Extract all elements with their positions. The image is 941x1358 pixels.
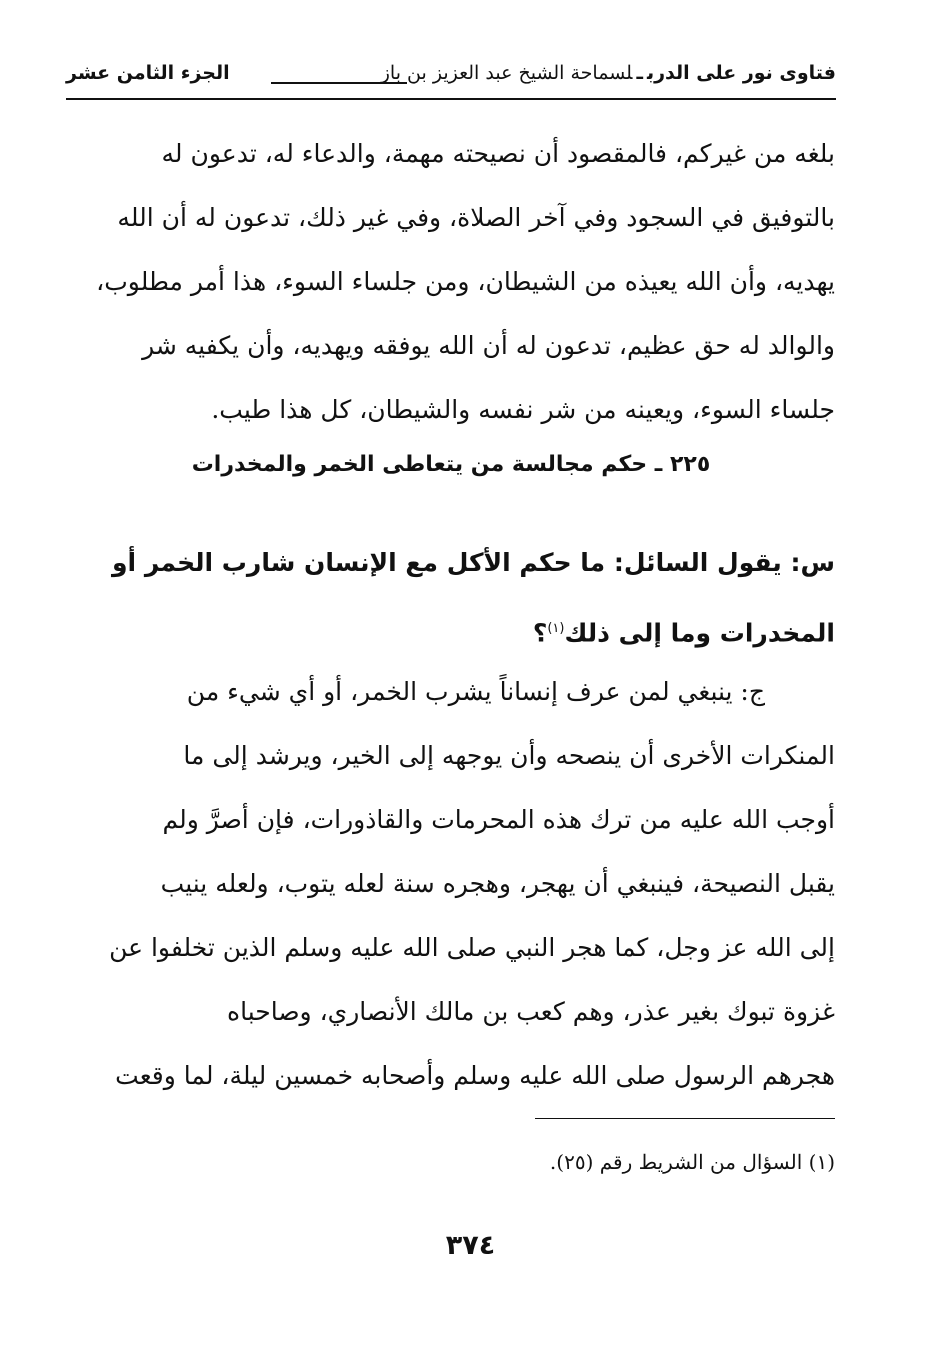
section-heading: ٢٢٥ ـ حكم مجالسة من يتعاطى الخمر والمخدرات <box>191 452 711 477</box>
footnote: (١) السؤال من الشريط رقم (٢٥). <box>549 1150 835 1174</box>
header-book-title: فتاوى نور على الدربـلسماحة الشيخ عبد العزيز بن باز <box>380 62 836 84</box>
answer-line: ج: ينبغي لمن عرف إنساناً يشرب الخمر، أو أي شيء من <box>186 677 765 706</box>
text-line: جلساء السوء، ويعينه من شر نفسه والشيطان، كل هذا طيب. <box>211 395 835 424</box>
question <box>69 530 835 662</box>
answer-line: يقبل النصيحة، فينبغي أن يهجر، وهجره سنة لعله يتوب، ولعله ينيب <box>160 869 835 898</box>
running-header <box>66 58 836 100</box>
paragraph-continuation <box>69 122 835 442</box>
text-line: والوالد له حق عظيم، تدعون له أن الله يوفقه ويهديه، وأن يكفيه شر <box>142 331 835 360</box>
text-line: بالتوفيق في السجود وفي آخر الصلاة، وفي غير ذلك، تدعون له أن الله <box>117 203 835 232</box>
answer <box>69 660 835 1108</box>
header-rule <box>271 82 407 84</box>
answer-line: غزوة تبوك بغير عذر، وهم كعب بن مالك الأنصاري، وصاحباه <box>226 997 835 1026</box>
footnote-separator <box>535 1118 835 1119</box>
volume-label: الجزء الثامن عشر <box>66 62 230 84</box>
answer-line: إلى الله عز وجل، كما هجر النبي صلى الله عليه وسلم الذين تخلفوا عن <box>109 933 835 962</box>
answer-line: هجرهم الرسول صلى الله عليه وسلم وأصحابه خمسين ليلة، لما وقعت <box>115 1061 835 1090</box>
text-line: بلغه من غيركم، فالمقصود أن نصيحته مهمة، والدعاء له، تدعون له <box>161 139 835 168</box>
book-title: فتاوى نور على الدرب <box>646 62 836 84</box>
author-subtitle: لسماحة الشيخ عبد العزيز بن باز <box>380 62 633 84</box>
question-text: المخدرات وما إلى ذلك <box>564 618 835 648</box>
question-line: س: يقول السائل: ما حكم الأكل مع الإنسان شارب الخمر أو <box>112 548 835 577</box>
question-line <box>69 596 835 662</box>
page-number: ٣٧٤ <box>445 1230 496 1261</box>
question-mark: ؟ <box>532 618 548 648</box>
answer-line: أوجب الله عليه من ترك هذه المحرمات والقاذورات، فإن أصرَّ ولم <box>162 805 835 834</box>
footnote-reference[interactable]: (١) <box>547 621 565 636</box>
answer-line: المنكرات الأخرى أن ينصحه وأن يوجهه إلى الخير، ويرشد إلى ما <box>183 741 835 770</box>
text-line: يهديه، وأن الله يعيذه من الشيطان، ومن جلساء السوء، هذا أمر مطلوب، <box>96 267 835 296</box>
